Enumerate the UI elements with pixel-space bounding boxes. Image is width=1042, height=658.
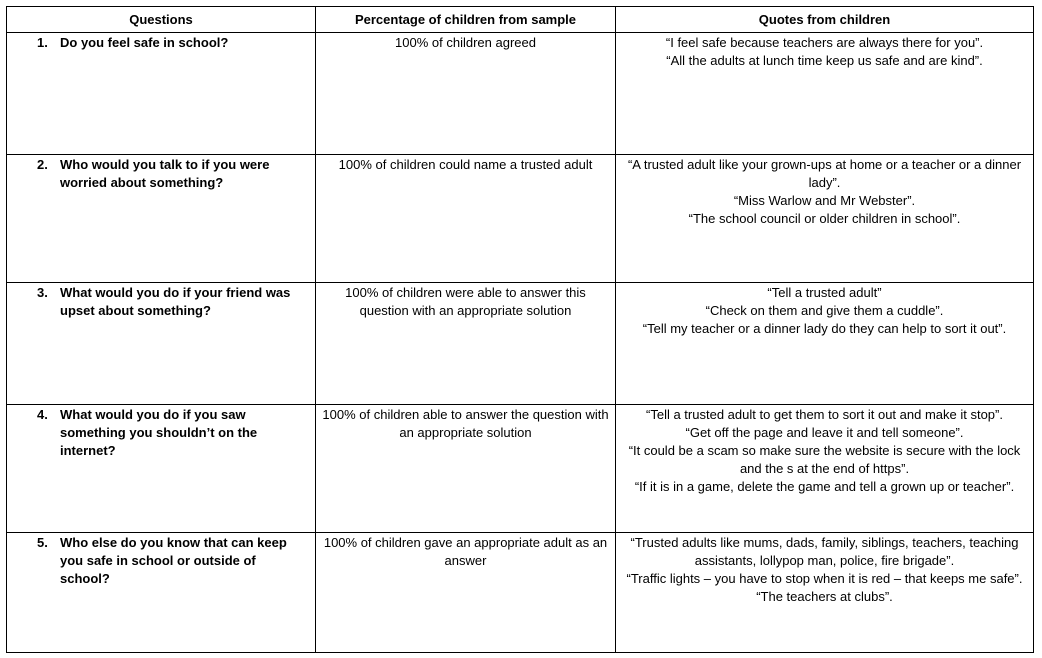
question-text: Do you feel safe in school? — [60, 35, 229, 50]
question-cell — [7, 533, 316, 653]
percentage-cell: 100% of children gave an appropriate adult as an answer — [316, 533, 616, 653]
table-row — [7, 405, 1034, 533]
question-text: Who else do you know that can keep you safe in school or outside of school? — [60, 535, 287, 586]
quotes-cell — [616, 155, 1034, 283]
quote: “Traffic lights – you have to stop when it is red – that keeps me safe”. — [626, 571, 1023, 586]
quote: “It could be a scam so make sure the website is secure with the lock and the s at the end of https”. — [628, 443, 1021, 476]
quote: “Miss Warlow and Mr Webster”. — [733, 193, 916, 208]
quote: “Get off the page and leave it and tell someone”. — [685, 425, 964, 440]
question-cell — [7, 283, 316, 405]
question-cell — [7, 33, 316, 155]
quote: “All the adults at lunch time keep us safe and are kind”. — [666, 53, 983, 68]
header-quotes: Quotes from children — [616, 7, 1034, 33]
quote: “If it is in a game, delete the game and tell a grown up or teacher”. — [634, 479, 1015, 494]
header-percentage: Percentage of children from sample — [316, 7, 616, 33]
quotes-cell — [616, 33, 1034, 155]
table-row — [7, 155, 1034, 283]
question-text: What would you do if your friend was upset about something? — [60, 285, 291, 318]
question-number: 2. — [37, 157, 48, 172]
table-row — [7, 33, 1034, 155]
quotes-cell — [616, 405, 1034, 533]
header-row — [7, 7, 1034, 33]
survey-table — [6, 6, 1034, 653]
table-row — [7, 283, 1034, 405]
table-row — [7, 533, 1034, 653]
percentage-cell: 100% of children agreed — [316, 33, 616, 155]
quote: “The school council or older children in school”. — [688, 211, 961, 226]
question-number: 5. — [37, 535, 48, 550]
question-text: What would you do if you saw something you shouldn’t on the internet? — [60, 407, 258, 458]
question-number: 4. — [37, 407, 48, 422]
quotes-cell — [616, 283, 1034, 405]
header-questions: Questions — [7, 7, 316, 33]
quote: “Tell a trusted adult” — [767, 285, 882, 300]
quote: “A trusted adult like your grown-ups at home or a teacher or a dinner lady”. — [627, 157, 1022, 190]
question-cell — [7, 155, 316, 283]
quote: “The teachers at clubs”. — [756, 589, 893, 604]
question-cell — [7, 405, 316, 533]
quotes-cell — [616, 533, 1034, 653]
question-text: Who would you talk to if you were worried about something? — [60, 157, 270, 190]
quote: “I feel safe because teachers are always there for you”. — [665, 35, 984, 50]
quote: “Tell my teacher or a dinner lady do they can help to sort it out”. — [642, 321, 1007, 336]
quote: “Check on them and give them a cuddle”. — [705, 303, 944, 318]
question-number: 3. — [37, 285, 48, 300]
question-number: 1. — [37, 35, 48, 50]
quote: “Tell a trusted adult to get them to sort it out and make it stop”. — [646, 407, 1003, 422]
percentage-cell: 100% of children able to answer the question with an appropriate solution — [316, 405, 616, 533]
quote: “Trusted adults like mums, dads, family, siblings, teachers, teaching assistants, lollypop man, police, fire brigade”. — [630, 535, 1019, 568]
percentage-cell: 100% of children were able to answer this question with an appropriate solution — [316, 283, 616, 405]
percentage-cell: 100% of children could name a trusted adult — [316, 155, 616, 283]
